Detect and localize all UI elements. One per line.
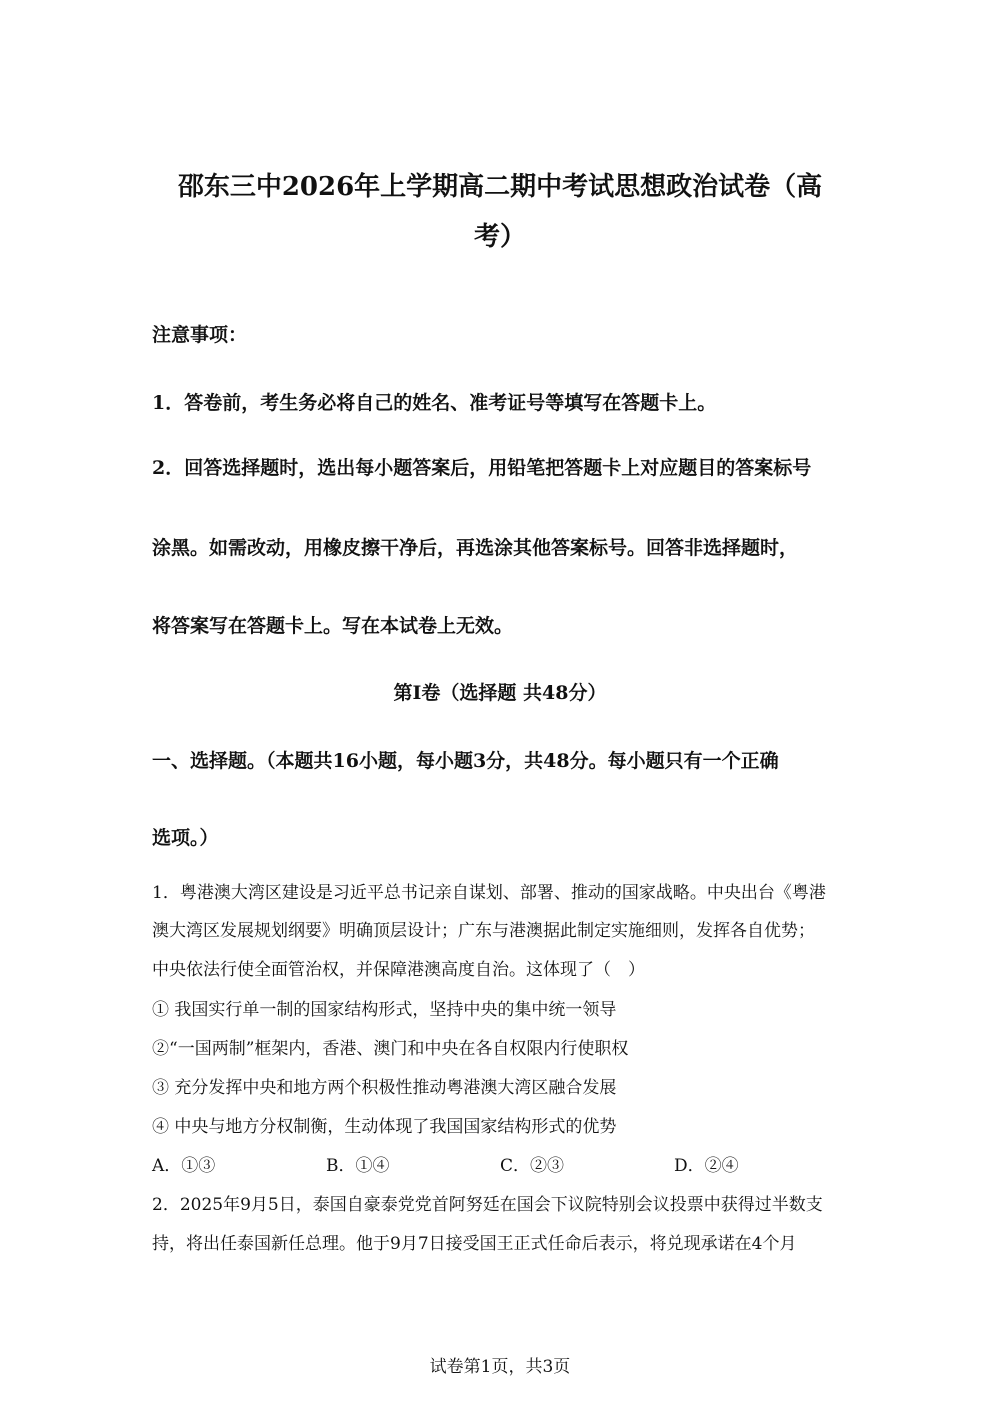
question-1-statement-3: ③ 充分发挥中央和地方两个积极性推动粤港澳大湾区融合发展 xyxy=(152,1078,617,1098)
part-heading-line-1: 一、选择题。（本题共16小题，每小题3分，共48分。每小题只有一个正确 xyxy=(152,750,779,772)
part-heading-line-2: 选项。） xyxy=(152,827,219,849)
question-1-option-b: B．①④ xyxy=(326,1156,390,1176)
notice-item-2-line-3: 将答案写在答题卡上。写在本试卷上无效。 xyxy=(152,615,514,637)
exam-title-line-2: 考） xyxy=(473,222,526,252)
notice-heading: 注意事项： xyxy=(152,324,248,346)
question-1-stem-line-1: 1．粤港澳大湾区建设是习近平总书记亲自谋划、部署、推动的国家战略。中央出台《粤港 xyxy=(152,883,826,903)
volume-title: 第Ⅰ卷（选择题 共48分） xyxy=(393,682,607,704)
question-1-option-d: D．②④ xyxy=(674,1156,739,1176)
question-1-statement-4: ④ 中央与地方分权制衡，生动体现了我国国家结构形式的优势 xyxy=(152,1117,617,1137)
question-2-stem-line-1: 2．2025年9月5日，泰国自豪泰党党首阿努廷在国会下议院特别会议投票中获得过半数支 xyxy=(152,1195,823,1215)
notice-item-1: 1．答卷前，考生务必将自己的姓名、准考证号等填写在答题卡上。 xyxy=(152,392,717,414)
notice-item-2-line-1: 2．回答选择题时，选出每小题答案后，用铅笔把答题卡上对应题目的答案标号 xyxy=(152,457,812,479)
page-footer: 试卷第1页，共3页 xyxy=(429,1357,571,1377)
question-1-statement-1: ① 我国实行单一制的国家结构形式，坚持中央的集中统一领导 xyxy=(152,1000,617,1020)
exam-title-line-1: 邵东三中2026年上学期高二期中考试思想政治试卷（高 xyxy=(177,172,823,202)
question-1-stem-line-2: 澳大湾区发展规划纲要》明确顶层设计；广东与港澳据此制定实施细则，发挥各自优势； xyxy=(152,921,815,941)
question-2-stem-line-2: 持，将出任泰国新任总理。他于9月7日接受国王正式任命后表示，将兑现承诺在4个月 xyxy=(152,1234,797,1254)
notice-item-2-line-2: 涂黑。如需改动，用橡皮擦干净后，再选涂其他答案标号。回答非选择题时， xyxy=(152,537,799,559)
question-1-option-c: C．②③ xyxy=(500,1156,565,1176)
question-1-option-a: A．①③ xyxy=(152,1156,216,1176)
question-1-stem-line-3: 中央依法行使全面管治权，并保障港澳高度自治。这体现了（ ） xyxy=(152,960,645,980)
question-1-statement-2: ②“一国两制”框架内，香港、澳门和中央在各自权限内行使职权 xyxy=(152,1039,629,1059)
